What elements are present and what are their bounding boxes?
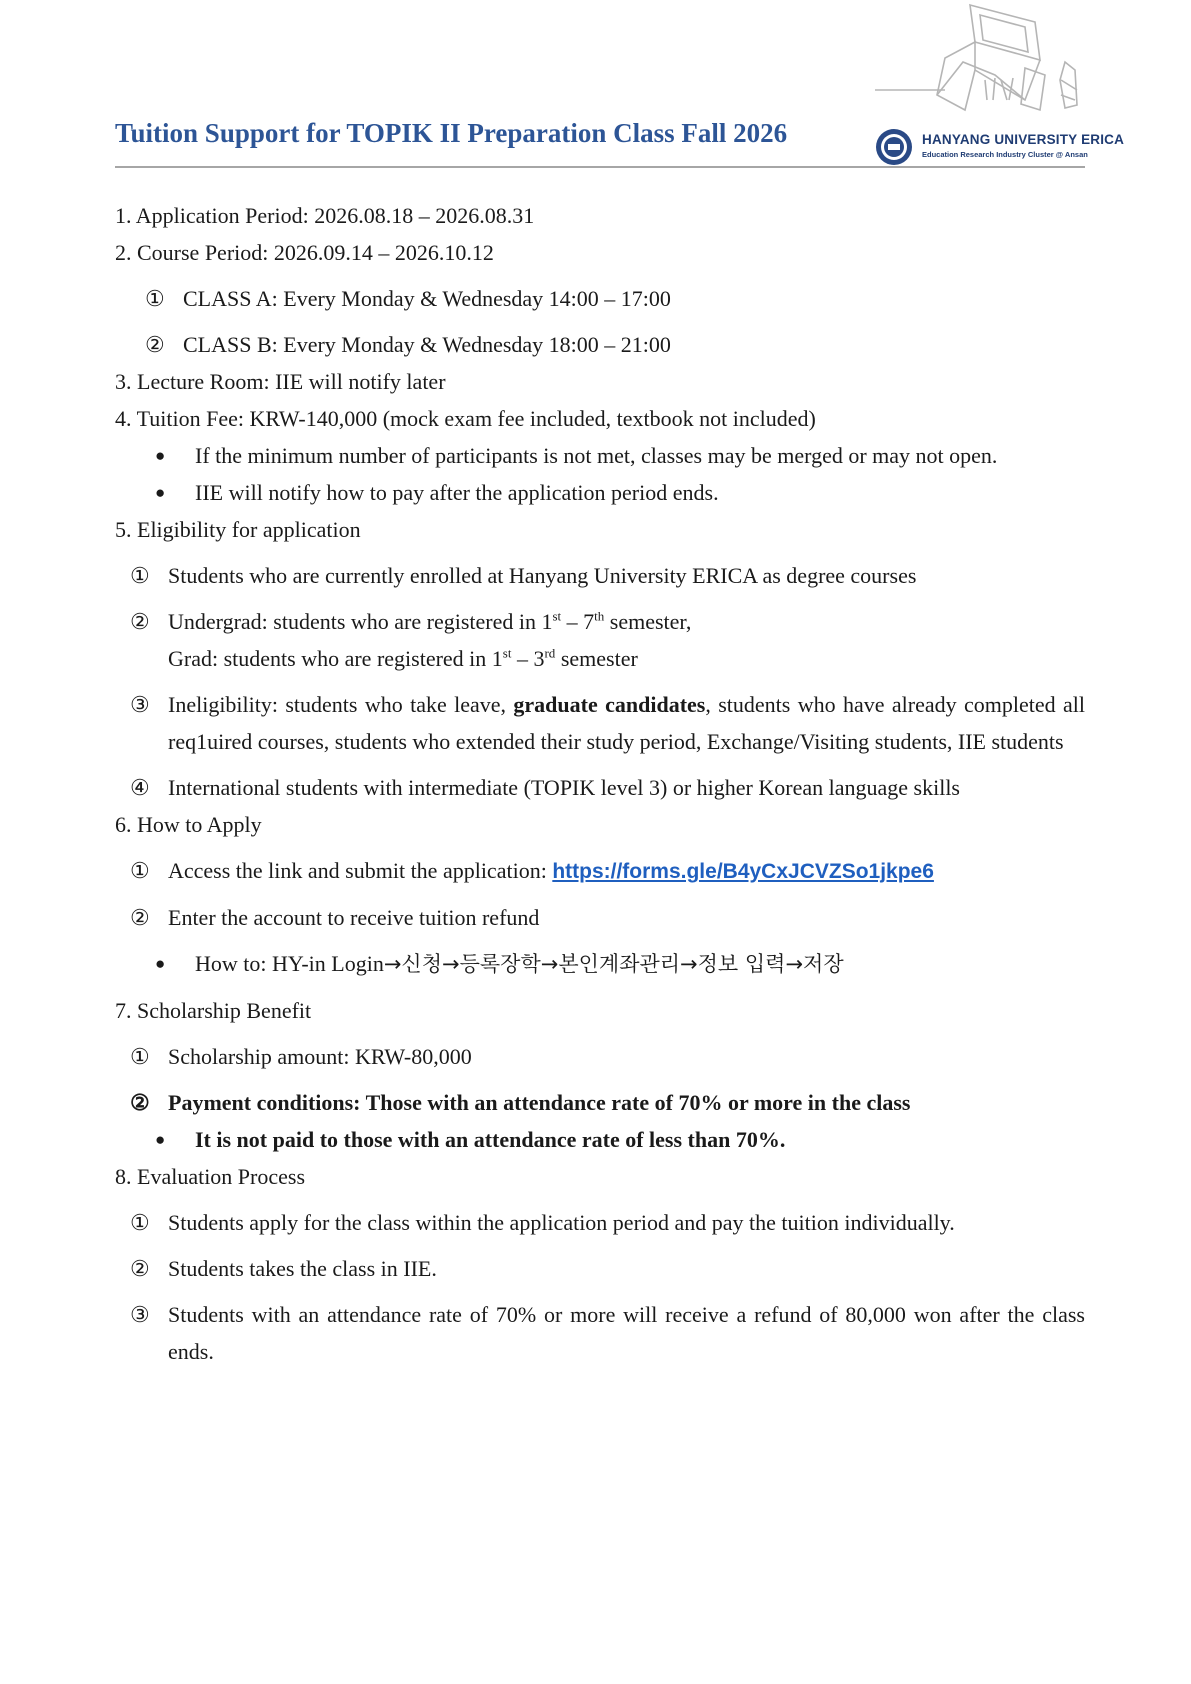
list-marker: ② [130, 905, 150, 930]
list-marker: ② [130, 1090, 150, 1115]
section-eligibility: 5. Eligibility for application [115, 517, 361, 542]
list-item [115, 603, 1085, 677]
section-course-period: 2. Course Period: 2026.09.14 – 2026.10.12 [115, 240, 494, 265]
list-item [115, 326, 1085, 363]
list-marker: ③ [130, 692, 150, 717]
section-application-period: 1. Application Period: 2026.08.18 – 2026.08.31 [115, 203, 535, 228]
list-marker: ② [145, 332, 165, 357]
class-b-schedule: CLASS B: Every Monday & Wednesday 18:00 – 21:00 [183, 332, 671, 357]
list-marker: ① [130, 563, 150, 588]
bullet-icon: ● [155, 1130, 166, 1149]
section-how-to-apply: 6. How to Apply [115, 812, 262, 837]
section-tuition-fee: 4. Tuition Fee: KRW-140,000 (mock exam fee included, textbook not included) [115, 406, 816, 431]
list-item: ④ International students with intermediate (TOPIK level 3) or higher Korean language skills [115, 769, 1085, 806]
logo-university-name: HANYANG UNIVERSITY ERICA [922, 132, 1125, 147]
list-marker: ① [145, 286, 165, 311]
list-item: ② Payment conditions: Those with an attendance rate of 70% or more in the class [115, 1084, 1085, 1121]
list-marker: ③ [130, 1302, 150, 1327]
building-sketch-logo [875, 0, 1085, 125]
class-a-schedule: CLASS A: Every Monday & Wednesday 14:00 – 17:00 [183, 286, 671, 311]
list-marker: ① [130, 1210, 150, 1235]
document-header [115, 0, 1125, 172]
university-logo [875, 128, 1125, 168]
application-form-link[interactable]: https://forms.gle/B4yCxJCVZSo1jkpe6 [552, 860, 934, 883]
list-item: ① Access the link and submit the application: https://forms.gle/B4yCxJCVZSo1jkpe6 [115, 852, 1085, 890]
undergrad-eligibility: Undergrad: students who are registered in 1st – 7th semester, [168, 608, 692, 634]
refund-account-path: →신청→등록장학→본인계좌관리→정보 입력→저장 [383, 952, 844, 976]
list-item [115, 686, 1085, 760]
bullet-icon: ● [155, 954, 166, 973]
section-scholarship-benefit: 7. Scholarship Benefit [115, 998, 312, 1023]
section-lecture-room: 3. Lecture Room: IIE will notify later [115, 369, 446, 394]
list-item: ① Students apply for the class within the application period and pay the tuition individually. [115, 1204, 1085, 1241]
list-item: ① Scholarship amount: KRW-80,000 [115, 1038, 1085, 1075]
list-marker: ② [130, 609, 150, 634]
document-title: Tuition Support for TOPIK II Preparation Class Fall 2026 [115, 118, 788, 148]
bullet-item: ● How to: HY-in Login→신청→등록장학→본인계좌관리→정보 입력→저장 [115, 945, 1085, 983]
logo-subtitle: Education Research Industry Cluster @ Ansan [922, 150, 1088, 159]
title-divider [115, 166, 1085, 168]
section-evaluation-process: 8. Evaluation Process [115, 1164, 306, 1189]
bullet-item: ● If the minimum number of participants is not met, classes may be merged or may not open. [115, 437, 1085, 474]
list-marker: ② [130, 1256, 150, 1281]
grad-eligibility: Grad: students who are registered in 1st – 3rd semester [168, 645, 638, 671]
list-item: ③ Students with an attendance rate of 70% or more will receive a refund of 80,000 won after the class ends. [115, 1296, 1085, 1370]
document-body [115, 197, 1085, 1370]
bullet-icon: ● [155, 446, 166, 465]
bullet-item: ● It is not paid to those with an attendance rate of less than 70%. [115, 1121, 1085, 1158]
list-marker: ① [130, 858, 150, 883]
ineligibility-text: Ineligibility: students who take leave, graduate candidates, students who have already completed all req1uired courses, students who extended their study period, Exchange/Visiting students, IIE students [168, 692, 1085, 754]
bullet-item: ● IIE will notify how to pay after the application period ends. [115, 474, 1085, 511]
list-marker: ① [130, 1044, 150, 1069]
list-item: ② Students takes the class in IIE. [115, 1250, 1085, 1287]
university-seal-icon [875, 128, 913, 166]
list-item [115, 280, 1085, 317]
list-item: ② Enter the account to receive tuition refund [115, 899, 1085, 936]
list-marker: ④ [130, 775, 150, 800]
bullet-icon: ● [155, 483, 166, 502]
list-item: ① Students who are currently enrolled at Hanyang University ERICA as degree courses [115, 557, 1085, 594]
